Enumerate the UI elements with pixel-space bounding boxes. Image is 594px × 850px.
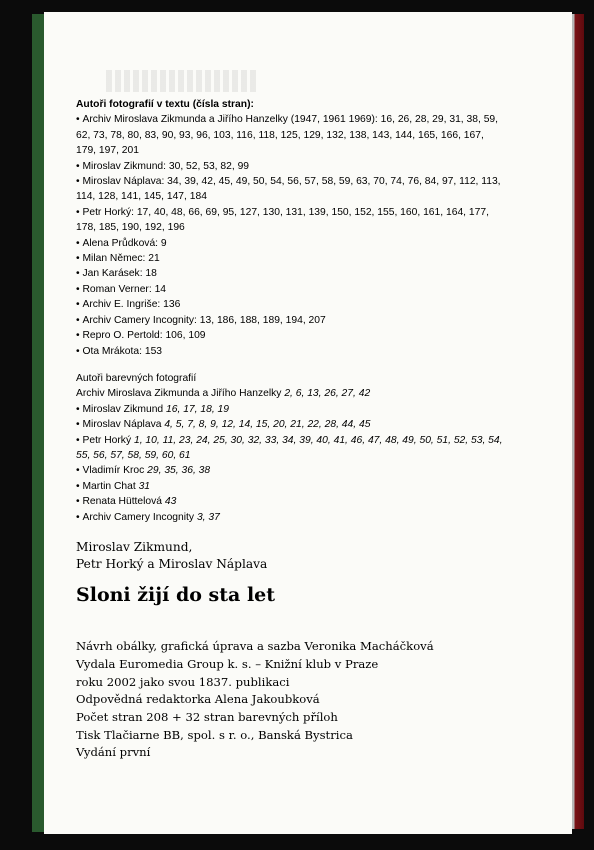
credit-line: Návrh obálky, grafická úprava a sazba Veronika Macháčková (76, 639, 434, 654)
credit-line: Vydání první (76, 745, 151, 760)
credit-name: Martin Chat (82, 480, 136, 492)
credit-line: roku 2002 jako svou 1837. publikaci (76, 674, 290, 689)
imprint-section (76, 539, 506, 762)
credit-pages: 29, 35, 36, 38 (147, 465, 211, 477)
bleed-through-text (106, 70, 256, 92)
text-photo-credit: • Roman Verner: 14 (76, 282, 506, 297)
red-cover-edge (572, 14, 584, 829)
text-photo-credit: • Alena Průdková: 9 (76, 236, 506, 251)
authors-line: Petr Horký a Miroslav Náplava (76, 556, 268, 571)
credit-name: Miroslav Náplava (82, 419, 162, 431)
publication-credits (76, 638, 506, 762)
credit-line: Tisk Tlačiarne BB, spol. s r. o., Banská Bystrica (76, 727, 353, 742)
photo-credits (76, 97, 506, 525)
text-photo-credit: • Jan Karásek: 18 (76, 266, 506, 281)
text-photo-credit: • Milan Němec: 21 (76, 251, 506, 266)
text-photo-credit: • Archiv Miroslava Zikmunda a Jiřího Hanzelky (1947, 1961 1969): 16, 26, 28, 29, 31, 38, 59, 62, 73, 78, 80, 83, 90, 93, 96, 103, 116, 118, 125, 129, 132, 138, 143, 144, 165, 166, 167, 179, 197, 201 (76, 112, 506, 158)
book-authors (76, 539, 506, 572)
credit-name: Vladimír Kroc (82, 465, 145, 477)
credit-line: Odpovědná redaktorka Alena Jakoubková (76, 692, 320, 707)
credit-pages: 1, 10, 11, 23, 24, 25, 30, 32, 33, 34, 39, 40, 41, 46, 47, 48, 49, 50, 51, 52, 53, 54, 55, 56, 57, 58, 59, 60, 61 (76, 434, 503, 461)
text-photo-credit: • Repro O. Pertold: 106, 109 (76, 328, 506, 343)
authors-line: Miroslav Zikmund, (76, 540, 193, 554)
color-photo-credit (76, 386, 506, 401)
text-photo-credit: • Ota Mrákota: 153 (76, 344, 506, 359)
credit-pages: 4, 5, 7, 8, 9, 12, 14, 15, 20, 21, 22, 28, 44, 45 (164, 419, 371, 431)
text-photo-credit: • Petr Horký: 17, 40, 48, 66, 69, 95, 127, 130, 131, 139, 150, 152, 155, 160, 161, 164, 177, 178, 185, 190, 192, 196 (76, 205, 506, 236)
credit-pages: 43 (164, 496, 177, 508)
credit-name: Archiv Miroslava Zikmunda a Jiřího Hanzelky (76, 388, 282, 400)
credit-name: Miroslav Zikmund (82, 403, 164, 415)
text-photo-credit: • Miroslav Zikmund: 30, 52, 53, 82, 99 (76, 159, 506, 174)
color-photos-section (76, 371, 506, 525)
color-photo-credit (76, 494, 506, 509)
credit-pages: 3, 37 (196, 511, 220, 523)
color-photo-credit (76, 402, 506, 417)
credit-pages: 2, 6, 13, 26, 27, 42 (284, 388, 371, 400)
credit-line: Počet stran 208 + 32 stran barevných příloh (76, 710, 338, 724)
color-photo-credit (76, 463, 506, 478)
color-photo-credit (76, 433, 506, 464)
color-photos-heading: Autoři barevných fotografií (76, 372, 197, 384)
color-photo-credit (76, 417, 506, 432)
text-photo-credit: • Miroslav Náplava: 34, 39, 42, 45, 49, 50, 54, 56, 57, 58, 59, 63, 70, 74, 76, 84, 97, 112, 113, 114, 128, 141, 145, 147, 184 (76, 174, 506, 205)
color-photo-credit (76, 510, 506, 525)
credit-line: Vydala Euromedia Group k. s. – Knižní klub v Praze (76, 656, 379, 671)
book-title: Sloni žijí do sta let (76, 584, 276, 607)
credit-name: Renata Hüttelová (82, 496, 163, 508)
credit-pages: 31 (138, 480, 151, 492)
credit-pages: 16, 17, 18, 19 (166, 403, 230, 415)
text-photos-heading: Autoři fotografií v textu (čísla stran): (76, 99, 254, 110)
credit-name: Petr Horký (82, 434, 132, 446)
text-photo-credit: • Archiv Camery Incognity: 13, 186, 188, 189, 194, 207 (76, 313, 506, 328)
credit-name: Archiv Camery Incognity (82, 511, 195, 523)
color-photo-credit (76, 479, 506, 494)
text-photo-credit: • Archiv E. Ingriše: 136 (76, 297, 506, 312)
